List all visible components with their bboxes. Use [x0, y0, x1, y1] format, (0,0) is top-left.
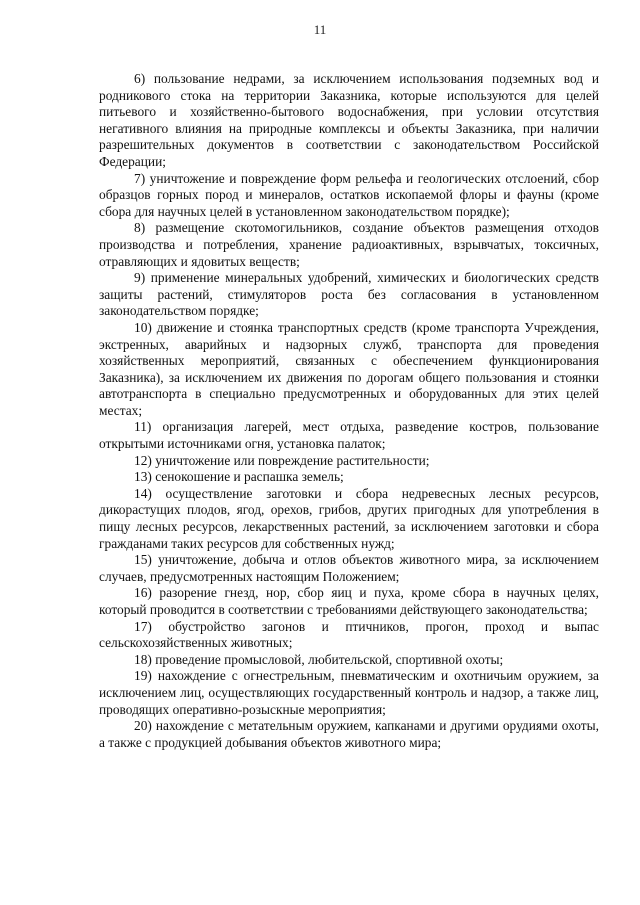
paragraph-item-14: 14) осуществление заготовки и сбора недревесных лесных ресурсов, дикорастущих плодов, ягод, орехов, грибов, других пригодных для употребления в пищу лесных ресурсов, лекарственных растений, за исключением заготовки и сбора гражданами таких ресурсов для собственных нужд;: [99, 485, 599, 551]
paragraph-item-17: 17) обустройство загонов и птичников, прогон, проход и выпас сельскохозяйственных животных;: [99, 618, 599, 651]
paragraph-item-12: 12) уничтожение или повреждение растительности;: [134, 452, 430, 468]
paragraph-item-11: 11) организация лагерей, мест отдыха, разведение костров, пользование открытыми источниками огня, установка палаток;: [99, 419, 599, 452]
paragraph-item-9: 9) применение минеральных удобрений, химических и биологических средств защиты растений, стимуляторов роста без согласования в установленном законодательством порядке;: [99, 270, 599, 319]
paragraph-item-19: 19) нахождение с огнестрельным, пневматическим и охотничьим оружием, за исключением лиц, осуществляющих государственный контроль и надзор, а также лиц, проводящих оперативно-розыскные мероприятия;: [99, 668, 599, 717]
paragraph-item-13: 13) сенокошение и распашка земель;: [134, 469, 344, 485]
paragraph-item-8: 8) размещение скотомогильников, создание объектов размещения отходов производства и потребления, хранение радиоактивных, взрывчатых, токсичных, отравляющих и ядовитых веществ;: [99, 220, 599, 269]
paragraph-item-20: 20) нахождение с метательным оружием, капканами и другими орудиями охоты, а также с продукцией добывания объектов животного мира;: [99, 718, 599, 750]
page-number: 11: [313, 22, 327, 37]
document-body: [99, 71, 599, 751]
paragraph-item-6: 6) пользование недрами, за исключением использования подземных вод и родникового стока на территории Заказника, которые используются для целей питьевого и хозяйственно-бытового водоснабжения, при условии отсутствия негативного влияния на природные комплексы и объекты Заказника, при наличии разрешительных документов в соответствии с законодательством Российской Федерации;: [99, 71, 599, 169]
paragraph-item-15: 15) уничтожение, добыча и отлов объектов животного мира, за исключением случаев, предусмотренных настоящим Положением;: [99, 552, 599, 584]
paragraph-item-10: 10) движение и стоянка транспортных средств (кроме транспорта Учреждения, экстренных, аварийных и надзорных служб, транспорта для проведения хозяйственных мероприятий, связанных с обеспечением функционирования Заказника), за исключением их движения по дорогам общего пользования и стоянки автотранспорта в специально предусмотренных и оборудованных для этих целей местах;: [99, 319, 599, 418]
paragraph-item-7: 7) уничтожение и повреждение форм рельефа и геологических отслоений, сбор образцов горных пород и минералов, остатков ископаемой флоры и фауны (кроме сбора для научных целей в установленном законодательством порядке);: [99, 170, 599, 219]
paragraph-item-16: 16) разорение гнезд, нор, сбор яиц и пуха, кроме сбора в научных целях, который проводится в соответствии с требованиями действующего законодательства;: [99, 585, 599, 617]
paragraph-item-18: 18) проведение промысловой, любительской, спортивной охоты;: [134, 651, 504, 667]
